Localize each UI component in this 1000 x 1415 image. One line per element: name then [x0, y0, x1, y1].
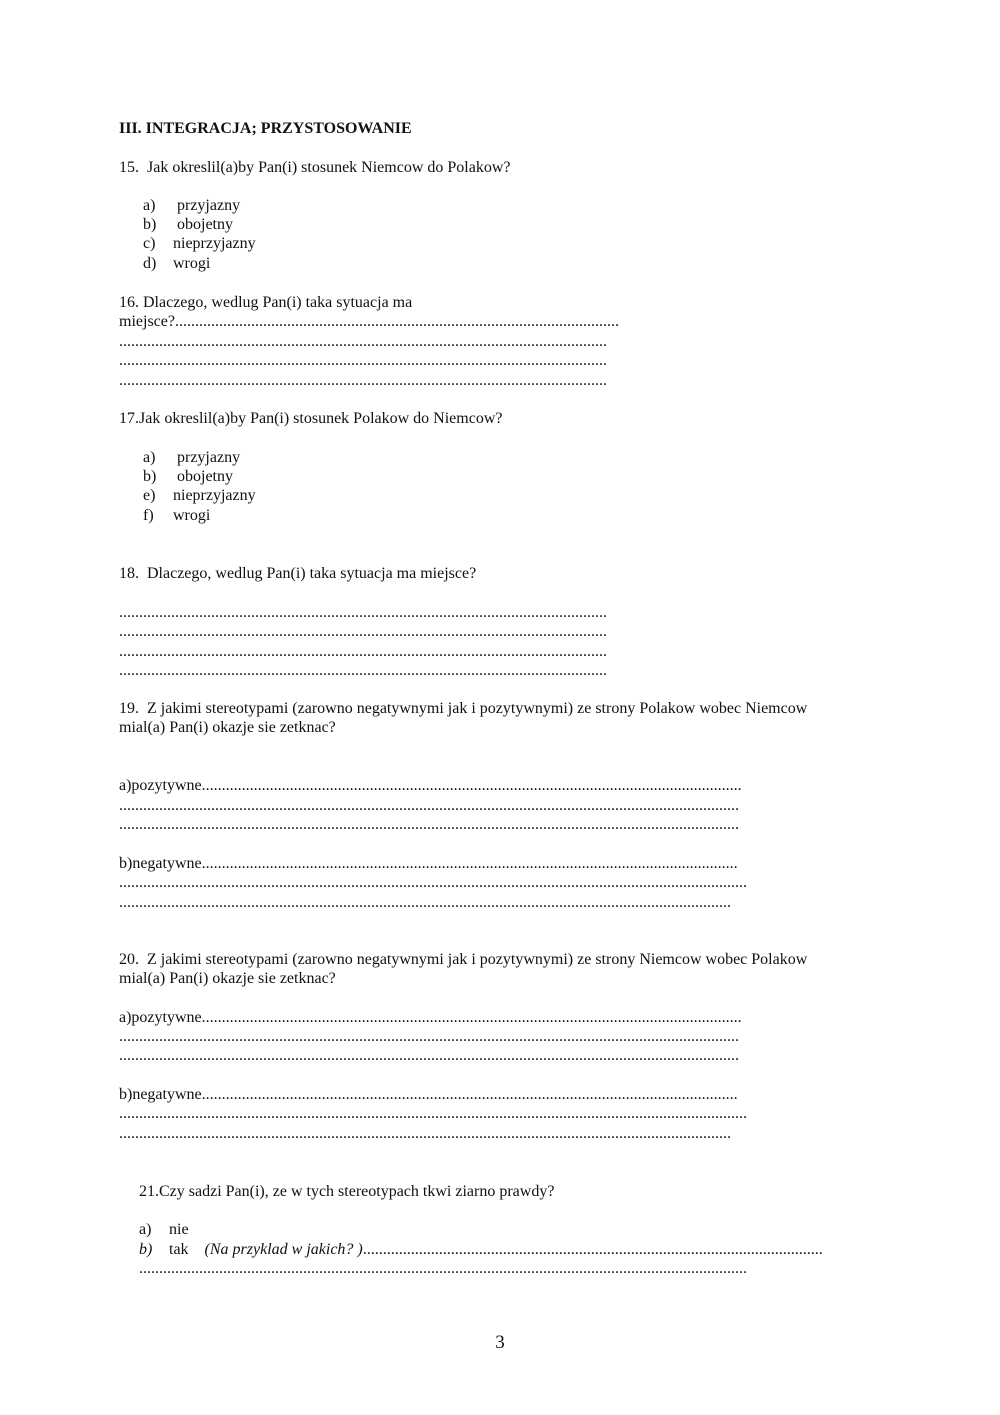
q15-option-c: c) nieprzyjazny [143, 235, 256, 252]
question-17: 17.Jak okreslil(a)by Pan(i) stosunek Polakow do Niemcow? [119, 410, 503, 427]
q21-option-b: b) tak (Na przyklad w jakich? )................................................................................................................... [139, 1241, 823, 1258]
q17-option-a: a) przyjazny [143, 449, 241, 466]
q20-answer-line: ........................................................................................................................................................... [119, 1028, 739, 1045]
question-20: 20. Z jakimi stereotypami (zarowno negatywnymi jak i pozytywnymi) ze strony Niemcow wobec Polakow [119, 951, 808, 968]
q19-answer-line: ............................................................................................................................................................. [119, 874, 747, 891]
q20-negative-line: b)negatywne...................................................................................................................................... [119, 1086, 738, 1103]
question-19-cont: mial(a) Pan(i) okazje sie zetknac? [119, 719, 336, 736]
q16-answer-line: .......................................................................................................................... [119, 352, 607, 369]
q19-positive-line: a)pozytywne....................................................................................................................................... [119, 777, 742, 794]
q16-answer-line: .......................................................................................................................... [119, 372, 607, 389]
question-18: 18. Dlaczego, wedlug Pan(i) taka sytuacja ma miejsce? [119, 565, 477, 582]
q15-option-d: d) wrogi [143, 255, 211, 272]
q19-answer-line: ........................................................................................................................................................... [119, 816, 739, 833]
question-15: 15. Jak okreslil(a)by Pan(i) stosunek Niemcow do Polakow? [119, 159, 511, 176]
q21-answer-line: ........................................................................................................................................................ [139, 1260, 747, 1277]
q19-answer-line: ......................................................................................................................................................... [119, 894, 731, 911]
q17-option-b: b) obojetny [143, 468, 233, 485]
q18-answer-line: .......................................................................................................................... [119, 643, 607, 660]
q15-option-a: a) przyjazny [143, 197, 241, 214]
section-title: III. INTEGRACJA; PRZYSTOSOWANIE [119, 120, 412, 137]
q20-answer-line: ............................................................................................................................................................. [119, 1105, 747, 1122]
question-20-cont: mial(a) Pan(i) okazje sie zetknac? [119, 970, 336, 987]
q19-negative-line: b)negatywne...................................................................................................................................... [119, 855, 738, 872]
q18-answer-line: .......................................................................................................................... [119, 662, 607, 679]
q15-option-b: b) obojetny [143, 216, 233, 233]
q18-answer-line: .......................................................................................................................... [119, 604, 607, 621]
q18-answer-line: .......................................................................................................................... [119, 623, 607, 640]
q17-option-f: f) wrogi [143, 507, 211, 524]
question-16: 16. Dlaczego, wedlug Pan(i) taka sytuacja ma [119, 294, 413, 311]
q16-answer-line: miejsce?............................................................................................................... [119, 313, 619, 330]
question-21: 21.Czy sadzi Pan(i), ze w tych stereotypach tkwi ziarno prawdy? [139, 1183, 555, 1200]
q19-answer-line: ........................................................................................................................................................... [119, 797, 739, 814]
q20-answer-line: ........................................................................................................................................................... [119, 1047, 739, 1064]
question-19: 19. Z jakimi stereotypami (zarowno negatywnymi jak i pozytywnymi) ze strony Polakow wobec Niemcow [119, 700, 808, 717]
q21-option-a: a) nie [139, 1221, 189, 1238]
page-number: 3 [495, 1332, 505, 1353]
q17-option-e: e) nieprzyjazny [143, 487, 256, 504]
q16-answer-line: .......................................................................................................................... [119, 333, 607, 350]
q20-positive-line: a)pozytywne....................................................................................................................................... [119, 1009, 742, 1026]
q20-answer-line: ......................................................................................................................................................... [119, 1125, 731, 1142]
